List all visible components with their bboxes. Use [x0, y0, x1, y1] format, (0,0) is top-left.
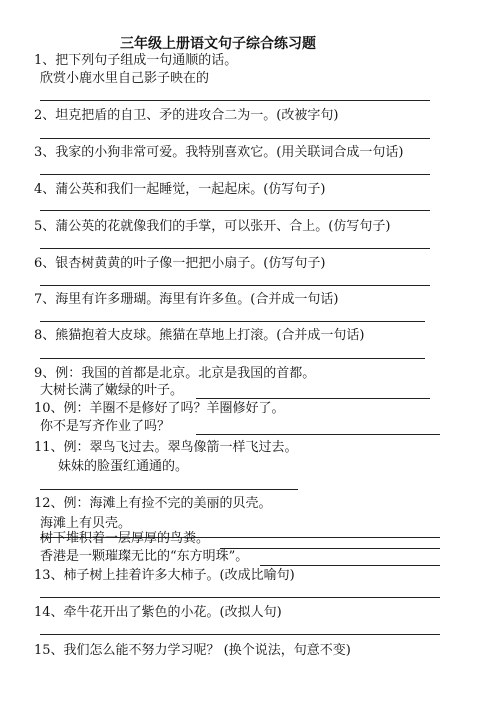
question-7: 7、海里有许多珊瑚。海里有许多鱼。(合并成一句话) [34, 292, 339, 307]
question-12-task-3: 香港是一颗璀璨无比的“东方明珠”。 [40, 549, 249, 564]
question-11: 11、例：翠鸟飞过去。翠鸟像箭一样飞过去。 [34, 440, 298, 455]
question-1: 1、把下列句子组成一句通顺的话。 [34, 53, 238, 68]
answer-line-4[interactable] [40, 210, 430, 211]
page-title: 三年级上册语文句子综合练习题 [120, 36, 316, 52]
question-15: 15、我们怎么能不努力学习呢？ (换个说法，句意不变) [34, 643, 351, 658]
answer-line-8[interactable] [40, 358, 425, 359]
answer-line-11[interactable] [40, 489, 298, 490]
question-10: 10、例：羊圈不是修好了吗？羊圈修好了。 [34, 401, 285, 416]
question-12-task-1: 海滩上有贝壳。 [40, 516, 132, 531]
question-13: 13、柿子树上挂着许多大柿子。(改成比喻句) [34, 568, 295, 583]
answer-line-12b[interactable] [220, 548, 440, 549]
answer-line-5[interactable] [40, 248, 430, 249]
question-9: 9、例：我国的首都是北京。北京是我国的首都。 [34, 366, 316, 381]
answer-line-10[interactable] [196, 434, 440, 435]
question-12: 12、例：海滩上有捡不完的美丽的贝壳。 [34, 496, 272, 511]
question-9-task: 大树长满了嫩绿的叶子。 [40, 383, 184, 398]
answer-line-7[interactable] [40, 321, 425, 322]
answer-line-2[interactable] [40, 138, 430, 139]
answer-line-6[interactable] [40, 285, 430, 286]
question-14: 14、牵牛花开出了紫色的小花。(改拟人句) [34, 605, 282, 620]
question-4: 4、蒲公英和我们一起睡觉，一起起床。(仿写句子) [34, 182, 326, 197]
answer-line-1[interactable] [40, 100, 430, 101]
question-12-task-2: 树下堆积着一层厚厚的鸟粪。 [40, 531, 210, 546]
answer-line-12c[interactable] [260, 565, 440, 566]
question-3: 3、我家的小狗非常可爱。我特别喜欢它。(用关联词合成一句话) [34, 145, 404, 160]
answer-line-13[interactable] [40, 597, 440, 598]
answer-line-9[interactable] [196, 398, 430, 399]
answer-line-3[interactable] [40, 174, 430, 175]
question-2: 2、坦克把盾的自卫、矛的进攻合二为一。(改被字句) [34, 108, 339, 123]
question-1-words: 欣赏小鹿水里自己影子映在的 [40, 71, 210, 86]
question-8: 8、熊猫抱着大皮球。熊猫在草地上打滚。(合并成一句话) [34, 328, 365, 343]
question-11-task: 妹妹的脸蛋红通通的。 [58, 459, 189, 474]
answer-line-14[interactable] [40, 634, 440, 635]
question-10-task: 你不是写齐作业了吗？ [40, 419, 171, 434]
question-6: 6、银杏树黄黄的叶子像一把把小扇子。(仿写句子) [34, 256, 326, 271]
question-5: 5、蒲公英的花就像我们的手掌，可以张开、合上。(仿写句子) [34, 219, 391, 234]
